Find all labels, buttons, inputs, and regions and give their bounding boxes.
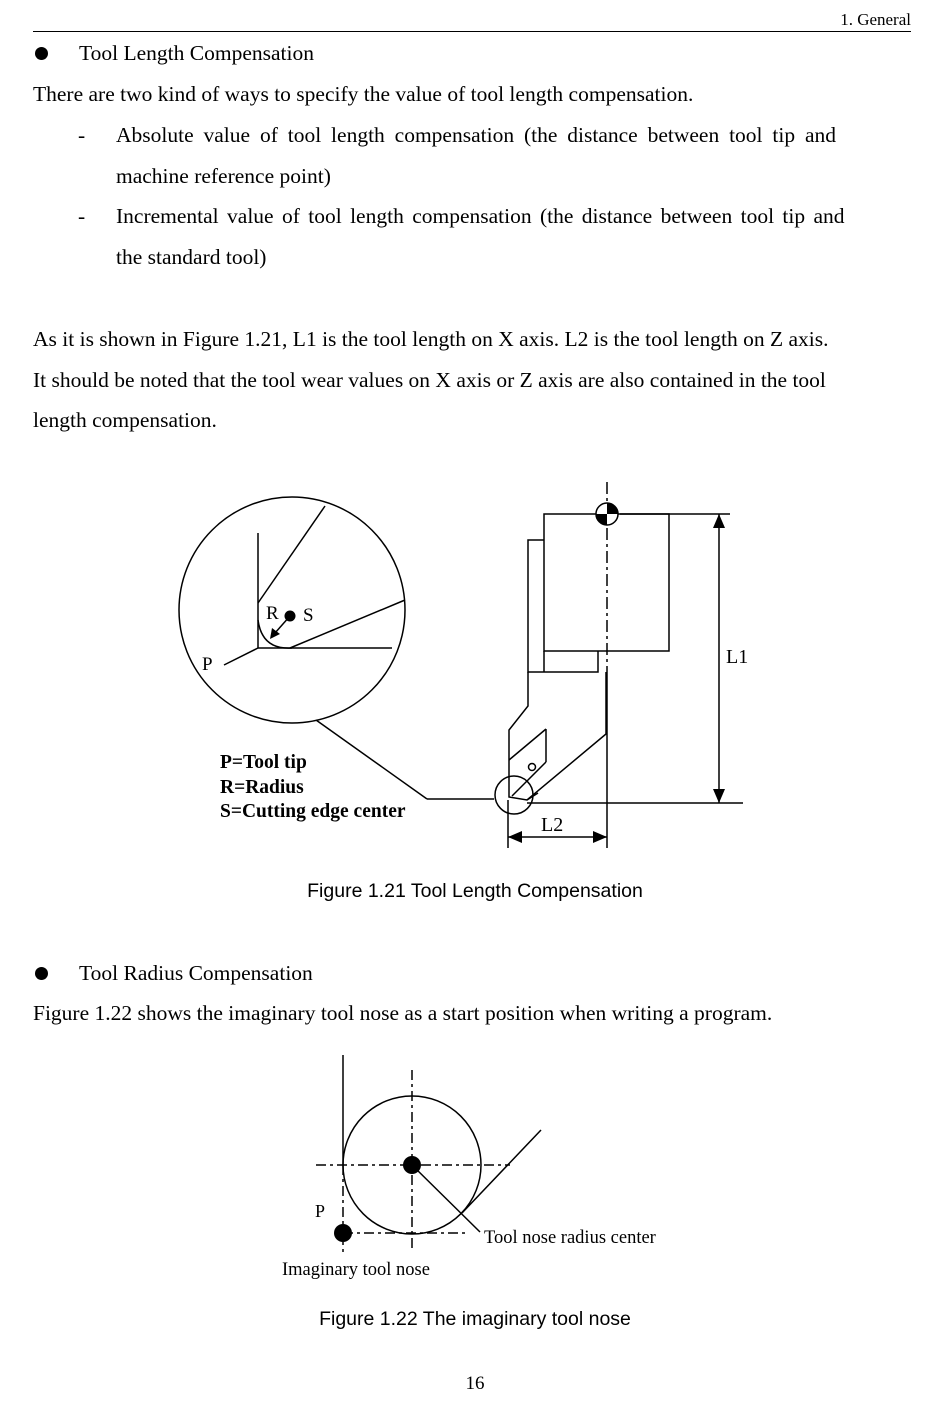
- imaginary-nose-dot: [334, 1224, 352, 1242]
- list-dash: -: [78, 204, 86, 228]
- figure-imaginary-nose-diagram: [343, 1055, 541, 1234]
- legend-radius: R=Radius: [220, 777, 304, 798]
- section-title-tool-radius: Tool Radius Compensation: [79, 961, 313, 985]
- section-title-tool-length: Tool Length Compensation: [79, 41, 314, 65]
- list-item-line: the standard tool): [116, 245, 267, 269]
- label-l2: L2: [541, 814, 564, 836]
- header-section: 1. General: [840, 10, 911, 29]
- label-radius-center: Tool nose radius center: [484, 1228, 656, 1248]
- list-item-line: Incremental value of tool length compensation (the distance between tool tip and: [116, 204, 845, 228]
- intro-text: There are two kind of ways to specify the value of tool length compensation.: [33, 82, 694, 106]
- paragraph-line: As it is shown in Figure 1.21, L1 is the tool length on X axis. L2 is the tool length on Z axis.: [33, 327, 829, 351]
- figure1-caption: Figure 1.21 Tool Length Compensation: [307, 880, 643, 902]
- label-r: R: [266, 603, 279, 624]
- label-p-nose: P: [315, 1201, 326, 1221]
- reference-point-marker: [596, 503, 618, 525]
- magnifier-circle: [179, 497, 405, 723]
- legend-cutting-edge: S=Cutting edge center: [220, 801, 406, 822]
- paragraph-line: It should be noted that the tool wear values on X axis or Z axis are also contained in the tool: [33, 368, 826, 392]
- label-s: S: [303, 605, 314, 626]
- list-dash: -: [78, 123, 86, 147]
- label-l1: L1: [726, 646, 749, 668]
- page-number: 16: [465, 1373, 485, 1394]
- radius-center-dot: [403, 1156, 421, 1174]
- paragraph-line: length compensation.: [33, 408, 217, 432]
- list-item-line: Absolute value of tool length compensation (the distance between tool tip and: [116, 123, 837, 147]
- figure2-caption: Figure 1.22 The imaginary tool nose: [319, 1308, 631, 1330]
- section2-intro: Figure 1.22 shows the imaginary tool nose as a start position when writing a program.: [33, 1001, 773, 1025]
- label-imaginary-nose: Imaginary tool nose: [282, 1260, 430, 1280]
- label-p: P: [202, 654, 213, 675]
- legend-tool-tip: P=Tool tip: [220, 752, 307, 773]
- list-item-line: machine reference point): [116, 164, 331, 188]
- bullet-icon: [35, 967, 48, 980]
